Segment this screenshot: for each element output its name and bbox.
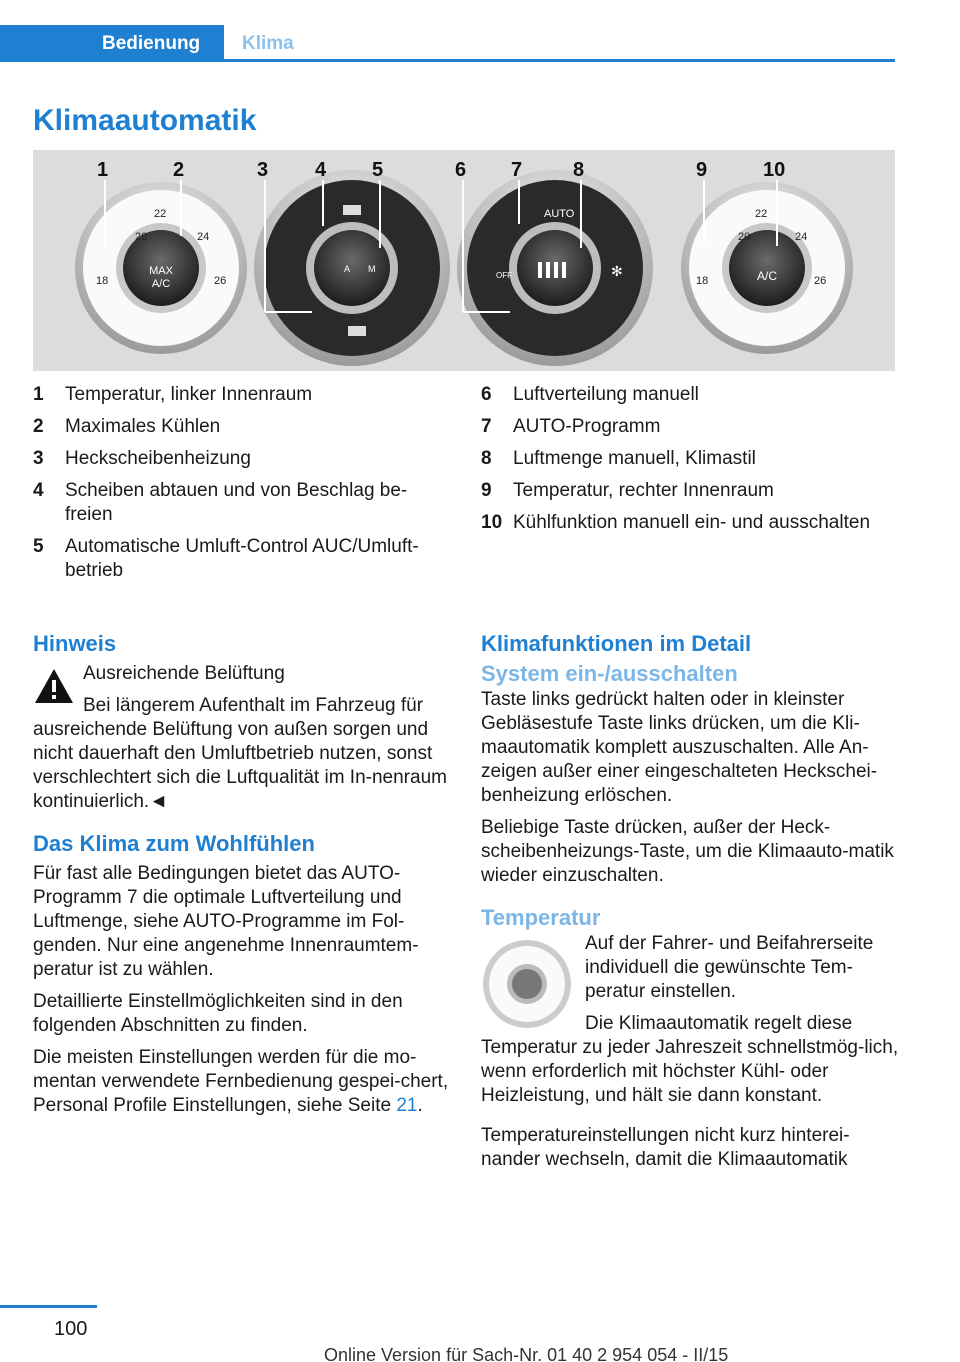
paragraph: Temperatureinstellungen nicht kurz hinterei-nander wechseln, damit die Klimaautomatik (481, 1125, 850, 1170)
defrost-icon (343, 205, 361, 215)
legend-item: 5 Automatische Umluft-Control AUC/Umluft-betrieb (33, 536, 419, 581)
tab-klima[interactable]: Klima (242, 33, 294, 54)
left-dial-20: 20 (135, 231, 148, 243)
wohlfuehlen-heading: Das Klima zum Wohlfühlen (33, 831, 315, 856)
legend-item: 9 Temperatur, rechter Innenraum (481, 480, 774, 501)
paragraph: Für fast alle Bedingungen bietet das AUTO-Programm 7 die optimale Luftverteilung und Luftmenge, siehe AUTO-Programme im Fol-genden. Nur eine angenehme Innenraumtem-peratur ist zu wählen. (33, 863, 419, 980)
legend-left (33, 383, 453, 591)
right-dial-18: 18 (696, 275, 709, 287)
callout-5: 5 (372, 159, 384, 181)
auc-a-label: A (344, 264, 351, 274)
fan-icon: ✻ (611, 263, 623, 279)
left-dial-24: 24 (197, 231, 210, 243)
page-link[interactable]: 21 (396, 1095, 418, 1116)
hinweis-text: Bei längerem Aufenthalt im Fahrzeug für ausreichende Belüftung von außen sorgen und nicht dauerhaft den Umluftbetrieb nutzen, sonst verschlechtert sich die Luftqualität im In-nenraum kontinuierlich.◄ (33, 695, 447, 812)
legend-item: 8 Luftmenge manuell, Klimastil (481, 448, 756, 469)
page-number: 100 (54, 1318, 88, 1340)
legend-right (481, 383, 901, 543)
callout-6: 6 (455, 159, 467, 181)
callout-10: 10 (763, 159, 786, 181)
callout-7: 7 (511, 159, 523, 181)
auc-m-label: M (368, 264, 376, 274)
right-column (481, 632, 899, 1180)
hinweis-heading: Hinweis (33, 631, 117, 656)
left-dial-18: 18 (96, 275, 109, 287)
page-title: Klimaautomatik (33, 104, 257, 137)
right-ac-label: A/C (756, 269, 778, 283)
temperature-dial-icon (481, 938, 573, 1030)
paragraph: Detaillierte Einstellmöglichkeiten sind in den folgenden Abschnitten zu finden. (33, 991, 403, 1036)
legend-item: 1 Temperatur, linker Innenraum (33, 384, 313, 405)
auto-label: AUTO (544, 208, 575, 220)
right-dial-20: 20 (738, 231, 751, 243)
chapter-tabs (0, 25, 895, 62)
paragraph: Die Klimaautomatik regelt diese Temperatur zu jeder Jahreszeit schnellstmög-lich, wenn erforderlich mit höchster Kühl- oder Heizleistung, und hält sie dann konstant. (481, 1013, 899, 1106)
legend-item: 6 Luftverteilung manuell (481, 384, 699, 405)
legend-item: 7 AUTO-Programm (481, 416, 661, 437)
max-label: MAX (149, 265, 173, 277)
callout-9: 9 (696, 159, 708, 181)
legend-item: 2 Maximales Kühlen (33, 416, 221, 437)
fan-off-label: OFF (496, 271, 512, 280)
footer-text: Online Version für Sach-Nr. 01 40 2 954 054 - II/15 (324, 1345, 729, 1362)
paragraph: Taste links gedrückt halten oder in kleinster Gebläsestufe Taste links drücken, um die Kli-maautomatik komplett auszuschalten. Alle An-zeigen außer einer eingeschalteten Heckschei-benheizung erlöschen. (481, 689, 878, 806)
callout-3: 3 (257, 159, 269, 181)
callout-4: 4 (315, 159, 327, 181)
paragraph: Die meisten Einstellungen werden für die mo-mentan verwendete Fernbedienung gespei-chert, Personal Profile Einstellungen, siehe Seite 21. (33, 1047, 449, 1116)
footer-divider (0, 1305, 97, 1308)
climate-control-figure (33, 150, 895, 371)
system-heading: System ein-/ausschalten (481, 661, 738, 686)
legend-item: 3 Heckscheibenheizung (33, 448, 251, 469)
left-dial-26: 26 (214, 275, 227, 287)
detail-heading: Klimafunktionen im Detail (481, 631, 752, 656)
climate-control-illustration (33, 150, 895, 371)
ac-label: A/C (151, 278, 171, 290)
legend-item: 10 Kühlfunktion manuell ein- und ausschalten (481, 512, 871, 533)
callout-1: 1 (97, 159, 109, 181)
warning-icon (33, 666, 75, 706)
paragraph: Auf der Fahrer- und Beifahrerseite individuell die gewünschte Tem-peratur einstellen. (585, 933, 874, 1002)
paragraph: Beliebige Taste drücken, außer der Heck-scheibenheizungs-Taste, um die Klimaauto-matik wieder einzuschalten. (481, 817, 894, 886)
left-column (33, 632, 453, 1126)
right-dial-26: 26 (814, 275, 827, 287)
temperature-heading: Temperatur (481, 905, 601, 930)
tab-bedienung[interactable]: Bedienung (0, 25, 224, 59)
legend-item: 4 Scheiben abtauen und von Beschlag be-freien (33, 480, 408, 525)
rear-window-heating-icon (348, 326, 366, 336)
left-dial-22: 22 (154, 208, 167, 220)
right-dial-24: 24 (795, 231, 808, 243)
hinweis-subtitle: Ausreichende Belüftung (83, 663, 285, 684)
right-dial-22: 22 (755, 208, 768, 220)
callout-8: 8 (573, 159, 585, 181)
callout-2: 2 (173, 159, 185, 181)
